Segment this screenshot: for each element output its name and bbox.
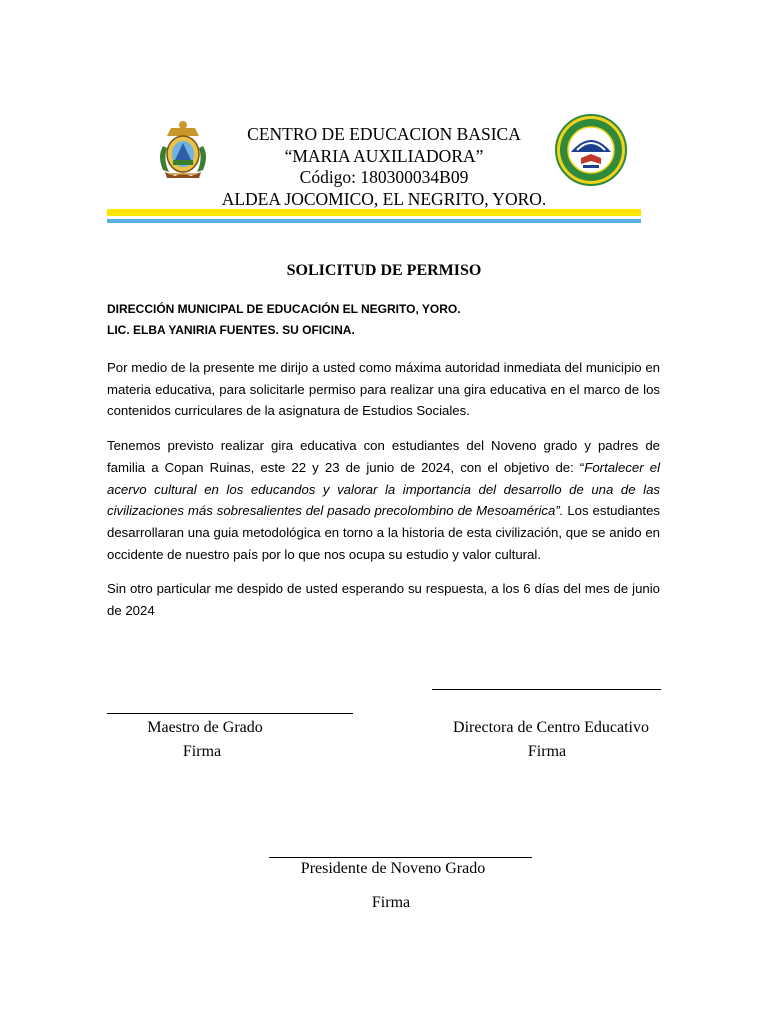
recipient-person: LIC. ELBA YANIRIA FUENTES. SU OFICINA.	[107, 323, 355, 337]
header-divider-blue	[107, 219, 641, 223]
director-signature-label: Firma	[527, 743, 567, 760]
school-subname: “MARIA AUXILIADORA”	[284, 145, 484, 166]
school-address: ALDEA JOCOMICO, EL NEGRITO, YORO.	[221, 188, 547, 209]
letter-body	[107, 357, 660, 635]
school-code: Código: 180300034B09	[299, 167, 469, 187]
trip-objective: Fortalecer el acervo cultural en los educandos y valorar la importancia del desarrollo de una de las civilizaciones más sobresalientes del pasado precolombino de Mesoamérica”.	[107, 459, 661, 519]
president-signature-line	[269, 857, 532, 858]
school-header	[200, 124, 568, 210]
recipient-office: DIRECCIÓN MUNICIPAL DE EDUCACIÓN EL NEGRITO, YORO.	[107, 302, 461, 316]
school-name: CENTRO DE EDUCACION BASICA	[247, 124, 521, 144]
paragraph-trip	[107, 435, 660, 565]
paragraph-trip-start: Tenemos previsto realizar gira educativa con estudiantes del Noveno grado y padres de familia a Copan Ruinas, este 22 y 23 de junio de 2024, con el objetivo de: “	[107, 438, 660, 475]
header-divider-yellow	[107, 209, 641, 216]
document-title: SOLICITUD DE PERMISO	[286, 262, 482, 279]
director-signature-line	[432, 689, 661, 690]
paragraph-intro: Por medio de la presente me dirijo a usted como máxima autoridad inmediata del municipio en materia educativa, para solicitarle permiso para realizar una gira educativa en el marco de los contenidos curriculares de la asignatura de Estudios Sociales.	[107, 360, 660, 419]
president-role: Presidente de Noveno Grado	[300, 860, 486, 877]
paragraph-closing: Sin otro particular me despido de usted esperando su respuesta, a los 6 días del mes de junio de 2024	[107, 581, 660, 619]
teacher-signature-label: Firma	[182, 743, 222, 760]
director-role: Directora de Centro Educativo	[453, 719, 649, 736]
teacher-role: Maestro de Grado	[147, 719, 263, 736]
paragraph-trip-end: Los estudiantes desarrollaran una guia metodológica en torno a la historia de esta civilización, que se anido en occidente de nuestro país por lo que nos ocupa su estudio y valor cultural.	[107, 503, 660, 562]
president-signature-label: Firma	[371, 894, 411, 911]
recipient-block	[107, 299, 461, 341]
teacher-signature-line	[107, 713, 353, 714]
